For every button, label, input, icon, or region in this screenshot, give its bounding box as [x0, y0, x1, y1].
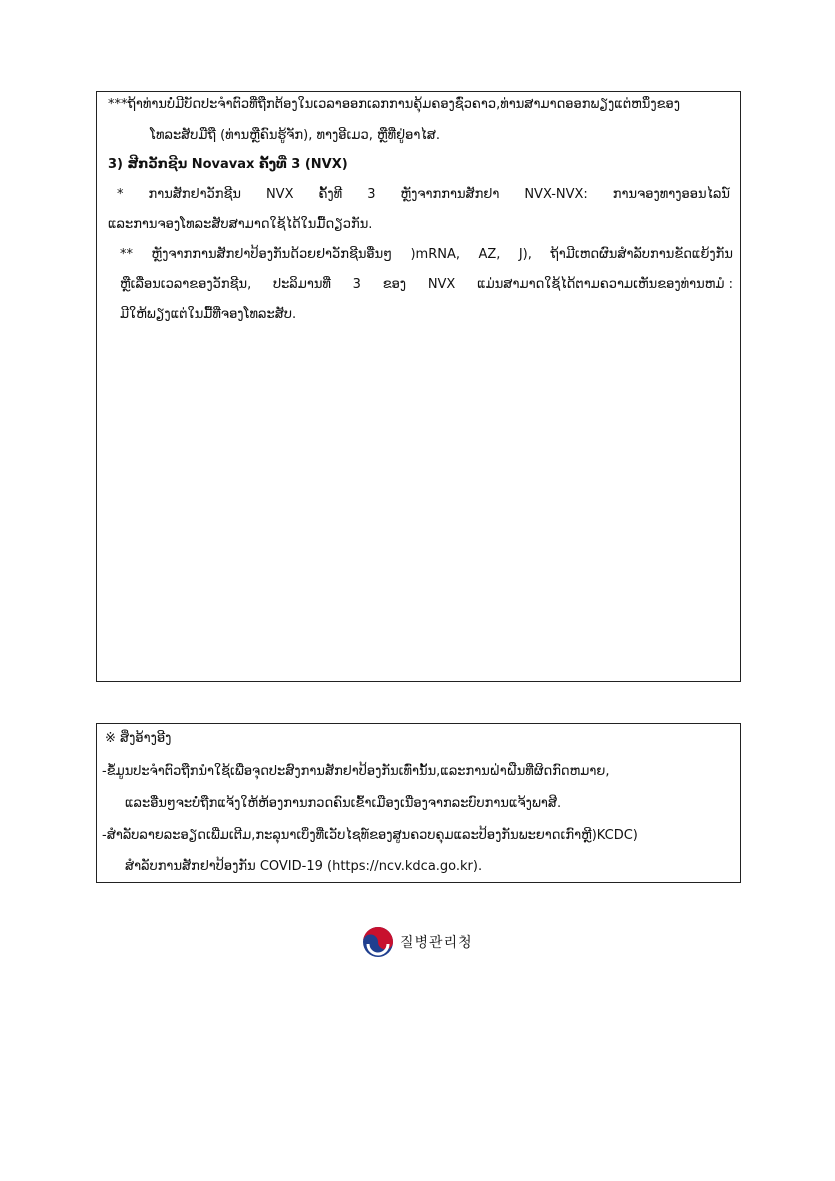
note-line-2: ໂທລະສັບມືຖື (ທ່ານຫຼືຄົນຮູ້ຈັກ), ທາງອີເມວ, ຫຼືທີ່ຢູ່ອາໄສ. — [150, 128, 440, 143]
main-content-box — [96, 91, 741, 682]
taegeuk-emblem-icon — [362, 926, 394, 958]
word: ການສັກຢາວັກຊີນ — [148, 187, 241, 202]
kdca-logo — [362, 925, 502, 959]
logo-text: 질병관리청 — [400, 935, 473, 951]
reference-line-1: -ຂໍ້ມູນປະຈໍາຕົວຖືກນໍາໃຊ້ເພື່ອຈຸດປະສົງການສັກຢາປ້ອງກັນເທົ່ານັ້ນ,ແລະການຝ່າຝືນທີ່ຜິດກົດຫມາຍ, — [102, 764, 610, 779]
item-1-line-1 — [117, 186, 730, 204]
note-line-1: ***ຖ້າທ່ານບໍ່ມີບັດປະຈຳຕົວທີ່ຖືກຕ້ອງໃນເວລາອອກເລກການຄຸ້ມຄອງຊົ່ວຄາວ,ທ່ານສາມາດອອກພຽງແຕ່ຫນຶ່ງຂອງ — [108, 97, 681, 112]
word: ຖ້າມີເຫດຜົນສໍາລັບການຂັດແຍ້ງກັນ — [550, 247, 733, 262]
word: NVX — [265, 187, 294, 202]
word: ** — [120, 247, 133, 262]
word: 3 — [352, 277, 361, 292]
reference-line-4: ສໍາລັບການສັກຢາປ້ອງກັນ COVID-19 (https://ncv.kdca.go.kr). — [125, 859, 483, 874]
word: ຄັ້ງທີ — [318, 187, 343, 202]
reference-line-2: ແລະອື່ນໆຈະບໍ່ຖືກແຈ້ງໃຫ້ຫ້ອງການກວດຄົນເຂົ້າເມືອງເນື່ອງຈາກລະບົບການແຈ້ງພາສີ. — [125, 796, 562, 811]
word: ການຈອງທາງອອນໄລນ໌ — [612, 187, 730, 202]
word: ປະລິມານທີ່ — [272, 277, 331, 292]
reference-line-3: -ສໍາລັບລາຍລະອຽດເພີ່ມເຕີມ,ກະລຸນາເບິ່ງທີ່ເວັບໄຊທ໌ຂອງສູນຄວບຄຸມແລະປ້ອງກັນພະຍາດເກົາຫຼີ)KCDC) — [102, 828, 638, 843]
word: ຫຼັງຈາກການສັກຢາປ້ອງກັນດ້ວຍຢາວັກຊີນອື່ນໆ — [151, 247, 392, 262]
word: ແມ່ນສາມາດໃຊ້ໄດ້ຕາມຄວາມເຫັນຂອງທ່ານຫມໍ : — [477, 277, 733, 292]
word: NVX — [427, 277, 456, 292]
word: NVX-NVX: — [524, 187, 588, 202]
word: 3 — [367, 187, 376, 202]
word: ຫຼືເລື່ອນເວລາຂອງວັກຊີນ, — [120, 277, 252, 292]
reference-heading: ※ ສິ່ງອ້າງອີງ — [105, 731, 172, 746]
word: AZ, — [478, 247, 501, 262]
item-2-line-3: ມີໃຫ້ພຽງແຕ່ໃນມື້ທີ່ຈອງໂທລະສັບ. — [120, 307, 297, 322]
item-2-line-1 — [120, 246, 733, 264]
section-title: 3) ສີກວັກຊີນ Novavax ຄັ້ງທີ່ 3 (NVX) — [108, 157, 348, 172]
word: * — [117, 187, 124, 202]
word: J), — [518, 247, 532, 262]
word: ຂອງ — [382, 277, 407, 292]
word: )mRNA, — [410, 247, 460, 262]
item-1-line-2: ແລະການຈອງໂທລະສັບສາມາດໃຊ້ໄດ້ໃນມື້ດຽວກັນ. — [108, 217, 373, 232]
word: ຫຼັງຈາກການສັກຢາ — [400, 187, 500, 202]
item-2-line-2 — [120, 276, 733, 294]
